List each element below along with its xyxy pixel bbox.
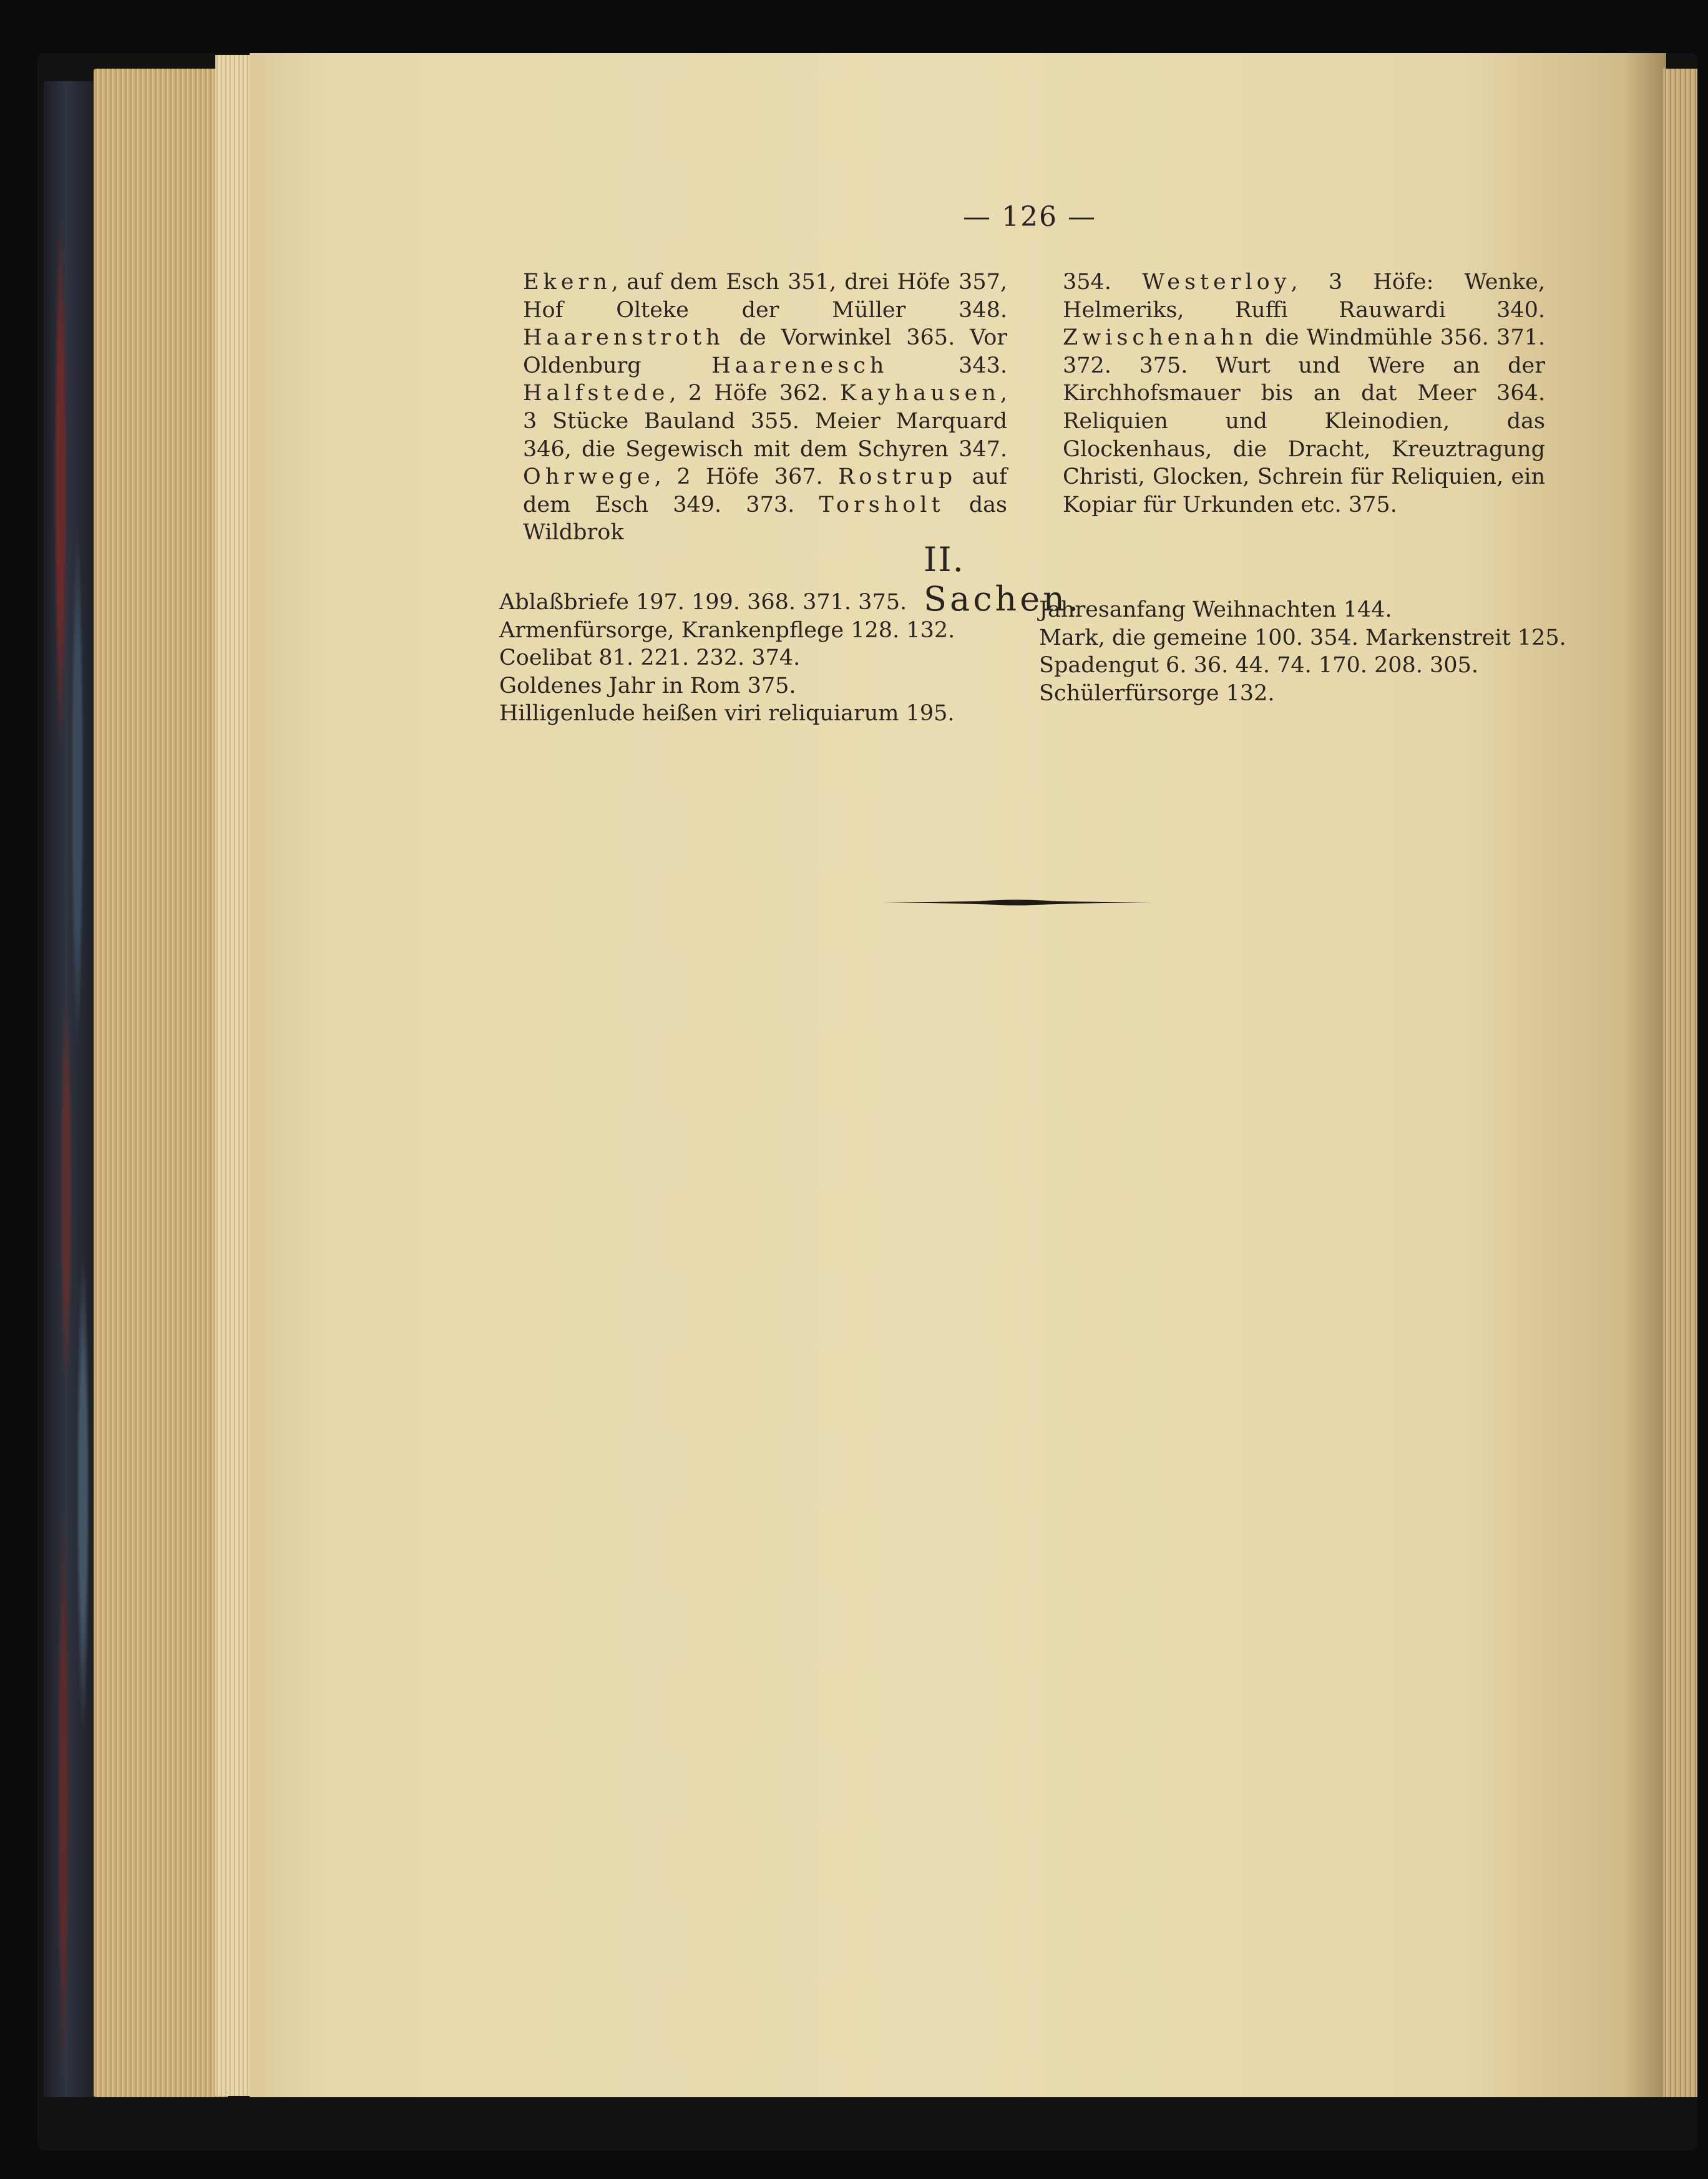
- place-entry: Westerloy, 3 Höfe: Wenke, Helmeriks, Ruffi Rauwardi 340.: [1063, 270, 1546, 323]
- things-left-list: [499, 589, 974, 728]
- place-entry: Ohrwege, 2 Höfe 367.: [523, 464, 839, 490]
- page-block-edge: [94, 69, 228, 2097]
- list-item: Ablaßbriefe 197. 199. 368. 371. 375.: [499, 590, 907, 615]
- marbled-edge: [44, 81, 100, 2097]
- places-right-column: [1063, 268, 1545, 519]
- place-entry: Kayhausen, 3 Stücke Bauland 355. Meier Marquard 346, die Segewisch mit dem Schyren 347.: [523, 381, 1007, 462]
- page-number: — 126 —: [963, 201, 1096, 233]
- list-item: Goldenes Jahr in Rom 375.: [499, 673, 796, 698]
- list-item: Jahresanfang Weihnachten 144.: [1039, 597, 1392, 622]
- place-entry: 354.: [1063, 270, 1143, 295]
- things-right-list: [1039, 596, 1566, 707]
- place-entry: Rostrup auf dem Esch 349. 373.: [523, 464, 1007, 517]
- list-item: Mark, die gemeine 100. 354. Markenstreit 125.: [1039, 625, 1566, 650]
- list-item: Schülerfürsorge 132.: [1039, 680, 1275, 706]
- section-numeral: II.: [924, 540, 965, 579]
- end-ornament: [883, 898, 1151, 908]
- list-item: Hilligenlude heißen viri reliquiarum 195.: [499, 701, 955, 727]
- place-entry: Haarenstroth de Vorwinkel 365. Vor Oldenburg: [523, 325, 1007, 378]
- place-entry: Torsholt das Wildbrok: [523, 492, 1007, 546]
- place-entry: Halfstede, 2 Höfe 362.: [523, 381, 840, 406]
- list-item: Armenfürsorge, Krankenpflege 128. 132.: [499, 617, 955, 643]
- list-item: Spadengut 6. 36. 44. 74. 170. 208. 305.: [1039, 653, 1478, 678]
- page-stack-left: [215, 55, 253, 2096]
- places-left-column: [523, 268, 1007, 547]
- place-entry: Zwischenahn die Windmühle 356. 371. 372. 375. Wurt und Were an der Kirchhofsmauer bis an dat Meer 364. Reliquien und Kleinodien, das Glockenhaus, die Dracht, Kreuztragung Christi, Glocken, Schrein für Reliquien, ein Kopiar für Urkunden etc. 375.: [1063, 325, 1545, 517]
- list-item: Coelibat 81. 221. 232. 374.: [499, 645, 801, 671]
- place-entry: Ekern, auf dem Esch 351, drei Höfe 357, Hof Olteke der Müller 348.: [523, 270, 1007, 323]
- section-title: Sachen.: [924, 579, 1082, 619]
- page-stack-right: [1663, 69, 1697, 2097]
- place-entry: Haarenesch 343.: [711, 353, 1007, 378]
